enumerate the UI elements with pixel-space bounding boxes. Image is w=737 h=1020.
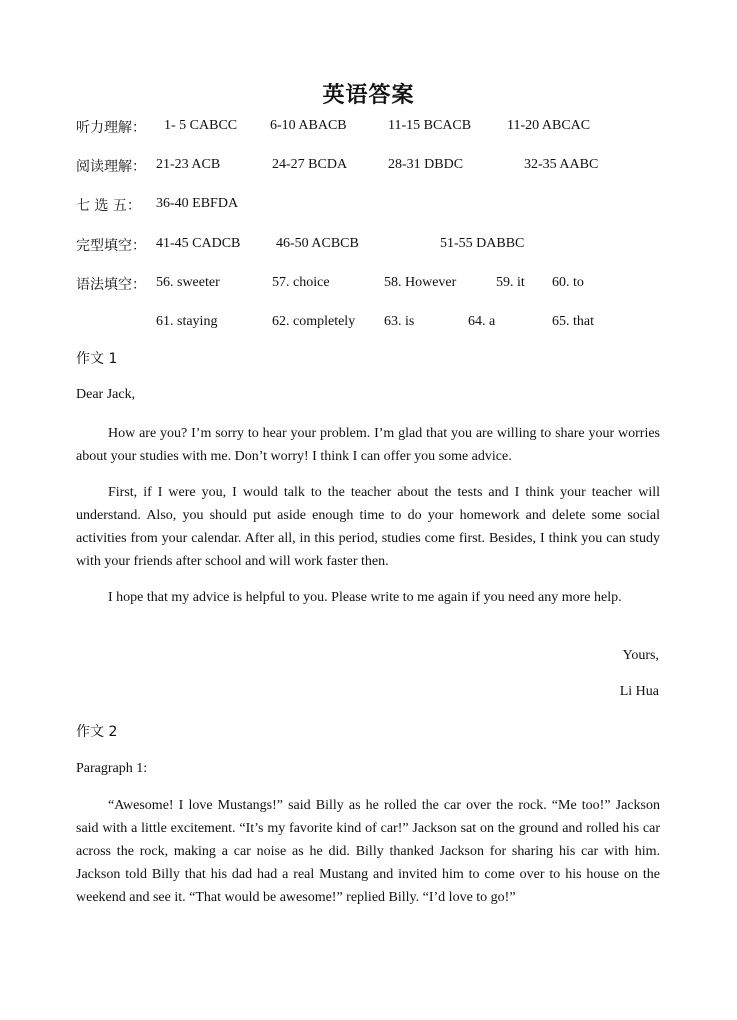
answer-item: 24-27 BCDA bbox=[272, 157, 348, 172]
answer-item: 51-55 DABBC bbox=[440, 236, 525, 251]
answer-row-grammar-2 bbox=[76, 313, 636, 333]
answer-item: 62. completely bbox=[272, 314, 356, 329]
answer-item: 58. However bbox=[384, 275, 457, 290]
answer-label-grammar: 语法填空： bbox=[76, 277, 146, 293]
answer-item: 36-40 EBFDA bbox=[156, 196, 239, 211]
answer-item: 11-20 ABCAC bbox=[507, 118, 591, 133]
answer-row-cloze bbox=[76, 235, 636, 255]
answer-item: 59. it bbox=[496, 275, 525, 290]
essay-1-salutation: Dear Jack, bbox=[76, 387, 136, 402]
essay-2-heading: 作文 2 bbox=[76, 724, 118, 740]
answer-item: 1- 5 CABCC bbox=[164, 118, 238, 133]
page-title: 英语答案 bbox=[322, 82, 415, 108]
essay-1-paragraph-2: First, if I were you, I would talk to the teacher about the tests and I think your teacher will understand. Also, you should put aside enough time to do your homework and delete some social activities from your calendar. After all, in this period, studies come first. Besides, I think you can study with your friends after school and will work faster then. bbox=[76, 485, 660, 569]
essay-1-heading: 作文 1 bbox=[76, 351, 118, 367]
essay-1-closing: Yours, bbox=[622, 648, 659, 663]
answer-label-reading: 阅读理解： bbox=[76, 159, 146, 175]
answer-item: 21-23 ACB bbox=[156, 157, 221, 172]
answer-row-reading bbox=[76, 156, 636, 176]
essay-2-subheading: Paragraph 1: bbox=[76, 761, 148, 776]
answer-item: 11-15 BCACB bbox=[388, 118, 472, 133]
answer-row-listening bbox=[76, 117, 636, 137]
essay-1-paragraph-1: How are you? I’m sorry to hear your problem. I’m glad that you are willing to share your worries about your studies with me. Don’t worry! I think I can offer you some advice. bbox=[76, 426, 660, 464]
essay-2-paragraph-1: “Awesome! I love Mustangs!” said Billy as he rolled the car over the rock. “Me too!” Jackson said with a little excitement. “It’s my favorite kind of car!” Jackson sat on the ground and rolled his car across the rock, making a car noise as he did. Billy thanked Jackson for sharing his car with him. Jackson told Billy that his dad had a real Mustang and invited him to come over to his house on the weekend and see it. “That would be awesome!” replied Billy. “I’d love to go!” bbox=[76, 798, 660, 905]
answer-item: 65. that bbox=[552, 314, 594, 329]
answer-item: 41-45 CADCB bbox=[156, 236, 241, 251]
answer-item: 6-10 ABACB bbox=[270, 118, 347, 133]
answer-row-grammar-1 bbox=[76, 274, 636, 294]
answer-item: 64. a bbox=[468, 314, 496, 329]
answer-item: 61. staying bbox=[156, 314, 218, 329]
essay-1-paragraph-3: I hope that my advice is helpful to you. Please write to me again if you need any more help. bbox=[108, 590, 622, 605]
answer-label-cloze: 完型填空： bbox=[76, 238, 146, 254]
essay-1-signature: Li Hua bbox=[619, 684, 659, 699]
answer-item: 63. is bbox=[384, 314, 415, 329]
answer-label-seven-choose-five: 七 选 五： bbox=[76, 198, 141, 214]
answer-label-listening: 听力理解： bbox=[76, 120, 146, 136]
answer-item: 56. sweeter bbox=[156, 275, 220, 290]
answer-item: 46-50 ACBCB bbox=[276, 236, 359, 251]
answer-item: 32-35 AABC bbox=[524, 157, 599, 172]
answer-item: 57. choice bbox=[272, 275, 330, 290]
answer-row-seven-choose-five bbox=[76, 195, 636, 215]
answer-item: 28-31 DBDC bbox=[388, 157, 464, 172]
answer-item: 60. to bbox=[552, 275, 584, 290]
